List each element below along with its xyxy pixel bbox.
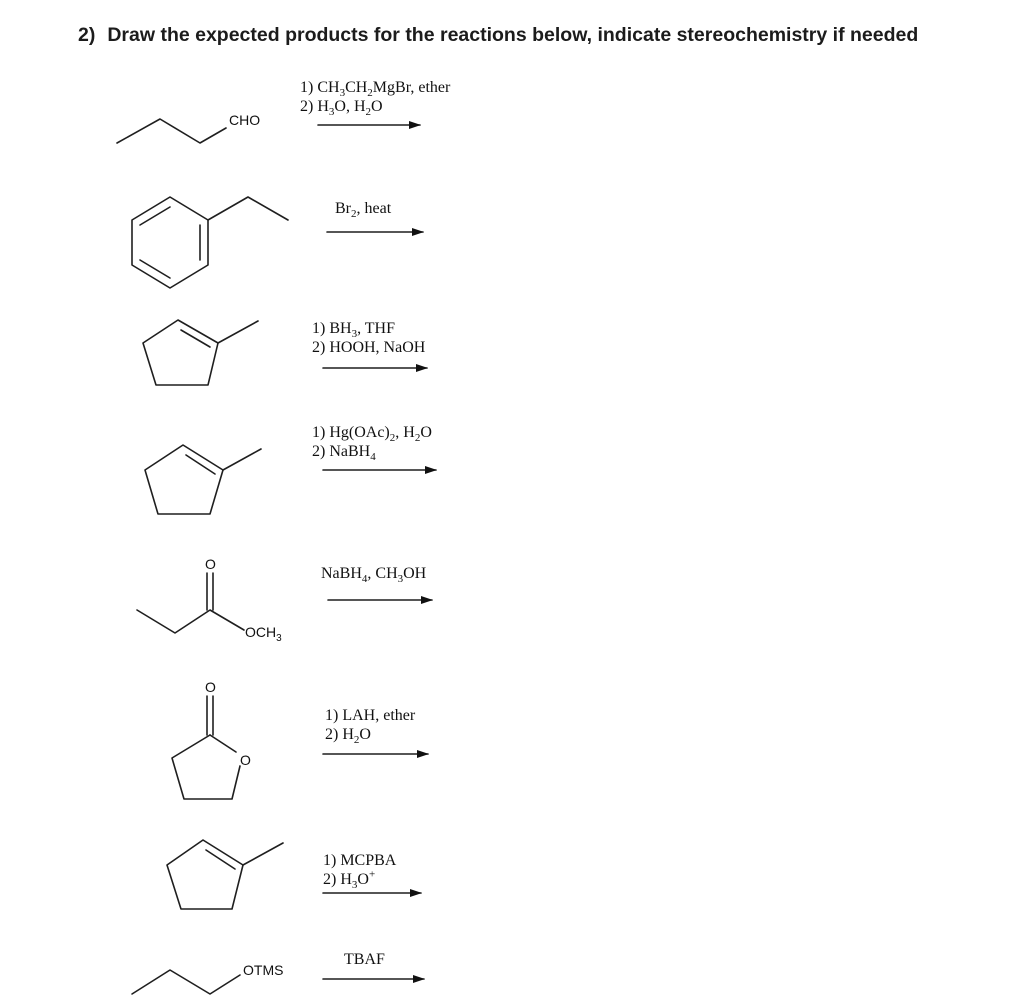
reagents-7 [323, 851, 397, 892]
reagent-line: 1) $Hg(OAc)_2$, $H_2O$ [312, 424, 432, 445]
reagents-3 [312, 319, 425, 357]
ring-o-label: O [240, 752, 251, 768]
question-number: 2) [78, 24, 96, 46]
reagents-1 [300, 78, 451, 119]
reagent-line: TBAF [344, 951, 385, 968]
reagent-line: 1) $CH_3CH_2MgBr$, ether [300, 79, 451, 100]
reagent-line: 1) MCPBA [323, 852, 397, 869]
reagent-line: 2) $H_2O$ [325, 726, 371, 747]
otms-label: OTMS [243, 962, 284, 978]
reagent-line: $Br_2$, heat [335, 200, 392, 221]
reagents-5 [321, 564, 427, 586]
reagents-8 [344, 950, 385, 969]
reagent-line: 2) NaBH$_4$ [312, 443, 376, 464]
substrate-methylcyclopentene-2 [145, 445, 261, 514]
cho-label: CHO [229, 112, 261, 128]
question-text: Draw the expected products for the reactions below, indicate stereochemistry if needed [107, 24, 919, 46]
reagents-6 [325, 706, 416, 747]
substrate-methylcyclopentene-3 [167, 840, 283, 909]
reagent-line: NaBH$_4$, $CH_3OH$ [321, 565, 427, 586]
carbonyl-o-label: O [205, 556, 216, 572]
reagent-line: 2) HOOH, NaOH [312, 339, 426, 356]
reagents-4 [312, 423, 432, 464]
reagent-line: 2) $H_3O^+$ [323, 868, 376, 892]
substrate-silyl-ether [132, 962, 283, 994]
substrate-butanal [117, 112, 260, 143]
reagent-line: 1) LAH, ether [325, 707, 416, 724]
substrate-methyl-propanoate [137, 556, 282, 644]
reagents-2 [335, 199, 392, 221]
substrate-ethylbenzene [132, 197, 288, 288]
lactone-carbonyl-o-label: O [205, 679, 216, 695]
reagent-line: 1) $BH_3$, THF [312, 320, 395, 341]
substrate-butyrolactone [172, 679, 251, 799]
och3-label: $OCH_3$ [245, 624, 282, 644]
substrate-methylcyclopentene-1 [143, 320, 258, 385]
reagent-line: 2) $H_3O$, $H_2O$ [300, 98, 383, 119]
